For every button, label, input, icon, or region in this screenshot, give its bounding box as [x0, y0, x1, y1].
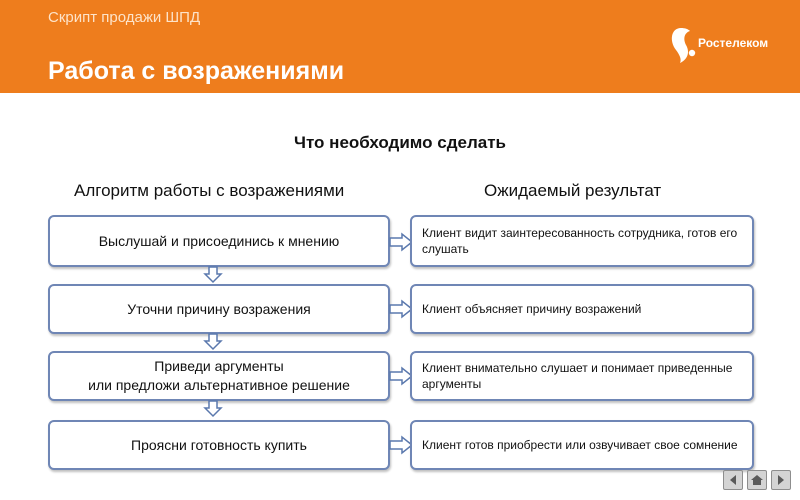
step-action-text: Уточни причину возражения — [127, 300, 311, 317]
step-result-text: Клиент видит заинтересованность сотрудника, готов его слушать — [422, 226, 738, 256]
step-action-box — [48, 284, 390, 334]
step-action-text: Приведи аргументы или предложи альтернативное решение — [88, 358, 350, 393]
algorithm-column-header: Алгоритм работы с возражениями — [74, 181, 345, 200]
section-title: Что необходимо сделать — [294, 133, 506, 152]
step-result-box — [410, 215, 754, 267]
result-column-header: Ожидаемый результат — [484, 181, 662, 200]
arrow-down-icon — [203, 266, 223, 284]
step-action-box — [48, 420, 390, 470]
header-subtitle: Скрипт продажи ШПД — [48, 9, 201, 26]
step-action-box — [48, 215, 390, 267]
step-result-text: Клиент объясняет причину возражений — [422, 302, 642, 316]
step-result-box — [410, 420, 754, 470]
step-result-text: Клиент готов приобрести или озвучивает свое сомнение — [422, 438, 738, 452]
header — [0, 0, 800, 93]
arrow-down-icon — [203, 333, 223, 351]
page-title: Работа с возражениями — [48, 57, 345, 85]
next-slide-button[interactable] — [771, 470, 791, 490]
step-action-text: Проясни готовность купить — [131, 436, 307, 453]
step-action-text: Выслушай и присоединись к мнению — [98, 232, 340, 249]
arrow-right-icon — [775, 474, 787, 486]
arrow-down-icon — [203, 400, 223, 418]
step-result-text: Клиент внимательно слушает и понимает приведенные аргументы — [422, 361, 733, 391]
step-action-box — [48, 351, 390, 401]
step-result-box — [410, 351, 754, 401]
home-button[interactable] — [747, 470, 767, 490]
step-result-box — [410, 284, 754, 334]
logo-text: Ростелеком — [698, 36, 769, 50]
prev-slide-button[interactable] — [723, 470, 743, 490]
arrow-left-icon — [727, 474, 739, 486]
home-icon — [750, 474, 764, 486]
